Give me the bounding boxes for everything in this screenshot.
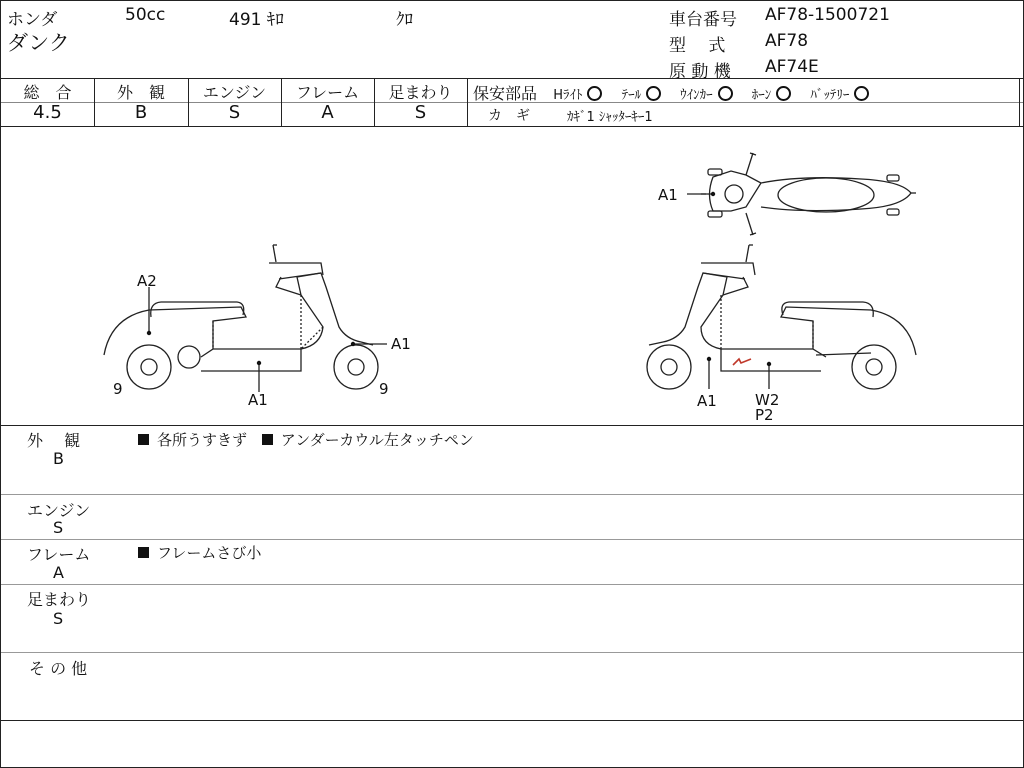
engine-grade-label: エンジン xyxy=(202,83,267,102)
ok-circle-icon xyxy=(646,86,661,101)
displacement: 50cc xyxy=(125,5,166,25)
bullet-icon xyxy=(262,434,273,445)
frame-section-label: フレーム xyxy=(27,545,91,564)
mileage: 491 ｷﾛ xyxy=(229,10,284,30)
other-section-label: そ の 他 xyxy=(29,659,88,678)
total-label: 総 合 xyxy=(23,83,72,102)
label-left-9-front: 9 xyxy=(379,380,389,398)
total-value: 4.5 xyxy=(33,102,62,123)
label-right-p2: P2 xyxy=(755,406,774,424)
key-label: カ ギ xyxy=(488,108,530,124)
frame-notes xyxy=(138,542,261,563)
suspension-grade-label: 足まわり xyxy=(388,83,453,102)
key-value: ｶｷﾞ1 ｼｬｯﾀｰｷｰ1 xyxy=(567,110,653,125)
safety-item-headlight: Hﾗｲﾄ xyxy=(553,88,583,103)
exterior-grade-label: 外 観 xyxy=(116,83,165,102)
exterior-grade-value: B xyxy=(134,102,148,123)
bullet-icon xyxy=(138,434,149,445)
engine-section-grade: S xyxy=(53,518,64,537)
exterior-section-label: 外 観 xyxy=(27,431,81,450)
suspension-section-grade: S xyxy=(53,609,64,628)
ok-circle-icon xyxy=(854,86,869,101)
ok-circle-icon xyxy=(718,86,733,101)
engine-grade-value: S xyxy=(228,102,241,123)
safety-parts-label: 保安部品 xyxy=(473,84,538,103)
label-right-a1: A1 xyxy=(697,392,717,410)
touch-pen-mark xyxy=(733,359,751,365)
label-left-a1-floor: A1 xyxy=(248,391,268,409)
ok-circle-icon xyxy=(776,86,791,101)
label-left-a1-front: A1 xyxy=(391,335,411,353)
damage-diagram xyxy=(1,127,1023,425)
safety-parts-row xyxy=(473,81,869,104)
engine-model-label: 原 動 機 xyxy=(669,62,731,82)
exterior-note-1: 各所うすきず xyxy=(157,431,248,449)
scooter-right-view xyxy=(647,245,916,389)
ok-circle-icon xyxy=(587,86,602,101)
maker: ホンダ xyxy=(7,10,58,30)
exterior-note-2: アンダーカウル左タッチペン xyxy=(280,431,474,449)
frame-no-label: 車台番号 xyxy=(669,10,737,30)
safety-item-winker: ｳｲﾝｶｰ xyxy=(680,88,713,103)
color: ｸﾛ xyxy=(396,10,413,30)
label-top-a1: A1 xyxy=(658,186,678,204)
type-label: 型 式 xyxy=(669,36,726,56)
scooter-left-view xyxy=(104,245,378,389)
safety-item-horn: ﾎｰﾝ xyxy=(751,88,772,103)
engine-model-value: AF74E xyxy=(765,57,819,77)
exterior-section-grade: B xyxy=(53,449,64,468)
safety-item-battery: ﾊﾞｯﾃﾘｰ xyxy=(810,88,850,103)
bullet-icon xyxy=(138,547,149,558)
engine-section-label: エンジン xyxy=(27,501,91,520)
frame-grade-value: A xyxy=(321,102,334,123)
label-left-9-rear: 9 xyxy=(113,380,123,398)
frame-note-1: フレームさび小 xyxy=(157,544,262,562)
frame-grade-label: フレーム xyxy=(295,83,360,102)
exterior-notes xyxy=(138,429,474,450)
type-value: AF78 xyxy=(765,31,809,51)
frame-no-value: AF78-1500721 xyxy=(765,5,890,25)
label-left-a2: A2 xyxy=(137,272,157,290)
suspension-section-label: 足まわり xyxy=(27,590,92,609)
scooter-top-view xyxy=(701,153,916,235)
suspension-grade-value: S xyxy=(414,102,427,123)
safety-item-tail: ﾃｰﾙ xyxy=(621,88,642,103)
frame-section-grade: A xyxy=(53,563,64,582)
label-right-w2: W2 xyxy=(755,391,780,409)
model-name: ダンク xyxy=(7,31,70,55)
